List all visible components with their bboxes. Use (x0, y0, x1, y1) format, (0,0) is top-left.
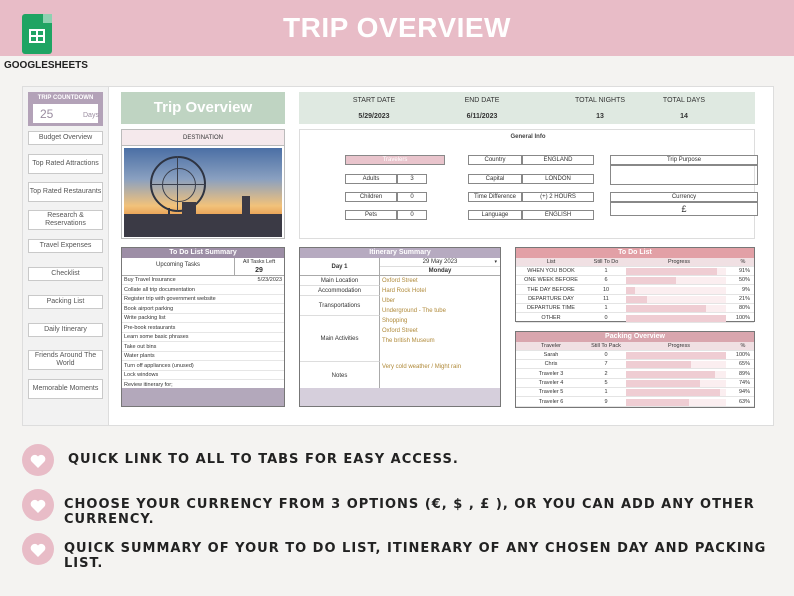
todo-list-progress-panel (515, 247, 755, 322)
time-difference-label: Time Difference (468, 192, 522, 202)
row-still: 9 (604, 398, 608, 405)
google-sheets-logo-icon (22, 14, 52, 54)
upcoming-tasks-label: Upcoming Tasks (156, 262, 200, 268)
progress-row (516, 267, 754, 276)
progress-bar (626, 305, 726, 312)
todo-task-text: Lock windows (124, 372, 159, 378)
progress-fill (626, 277, 676, 284)
main-location-value: Oxford Street (382, 278, 418, 284)
header-banner (0, 0, 794, 56)
progress-fill (626, 315, 726, 322)
countdown-unit: Days (83, 112, 99, 119)
packing-overview-title: Packing Overview (516, 332, 754, 342)
todo-task-row (122, 333, 284, 342)
travelers-header: Travelers (345, 155, 445, 165)
progress-fill (626, 371, 715, 378)
row-still: 1 (604, 268, 608, 274)
todo-task-row (122, 362, 284, 371)
children-value[interactable]: 0 (397, 192, 427, 202)
todo-task-text: Collate all trip documentation (124, 286, 195, 293)
todo-task-row (122, 295, 284, 304)
adults-value[interactable]: 3 (397, 174, 427, 184)
progress-fill (626, 268, 717, 275)
children-label: Children (345, 192, 397, 202)
progress-fill (626, 399, 689, 406)
progress-row (516, 360, 754, 369)
row-name: Traveler 6 (538, 398, 564, 405)
todo-task-text: Turn off appliances (unused) (124, 362, 194, 369)
activity-value-1: Shopping (382, 318, 408, 324)
destination-label: DESTINATION (122, 130, 284, 146)
todo-task-text: Water plants (124, 353, 155, 359)
activities-label: Main Activities (300, 316, 380, 362)
dropdown-arrow-icon: ▾ (494, 259, 497, 265)
row-still: 11 (603, 295, 609, 302)
feature-text-1: QUICK LINK TO ALL TO TABS FOR EASY ACCESS. (68, 452, 459, 467)
row-name: ONE WEEK BEFORE (524, 277, 578, 284)
sidebar-item-daily-itinerary[interactable]: Daily Itinerary (28, 323, 103, 337)
start-date-label: START DATE (352, 97, 396, 104)
row-still: 2 (604, 370, 608, 377)
todo-task-text: Buy Travel Insurance (124, 277, 176, 283)
row-name: Traveler 4 (538, 379, 564, 386)
row-pct: 21% (738, 295, 750, 302)
progress-fill (626, 287, 635, 294)
countdown-title: TRIP COUNTDOWN (37, 95, 94, 101)
start-date-value: 5/29/2023 (358, 113, 390, 120)
feature-text-3: QUICK SUMMARY OF YOUR TO DO LIST, ITINERARY OF ANY CHOSEN DAY AND PACKING LIST. (64, 541, 767, 571)
row-name: DEPARTURE TIME (527, 305, 575, 312)
trip-countdown (28, 92, 103, 126)
feature-3 (22, 533, 782, 571)
row-still: 6 (604, 277, 608, 284)
todo-task-text: Book airport parking (124, 305, 174, 312)
sidebar (23, 87, 109, 425)
total-days-label: TOTAL DAYS (662, 97, 706, 104)
row-pct: 63% (738, 398, 750, 405)
todo-task-row (122, 314, 284, 323)
progress-bar (626, 389, 726, 396)
todo-summary-panel (121, 247, 285, 407)
row-name: OTHER (541, 314, 561, 321)
page-title: TRIP OVERVIEW (283, 12, 511, 43)
todo-list-title: To Do List (516, 248, 754, 258)
tasks-left-label: All Tasks Left (242, 259, 276, 265)
feature-2 (22, 489, 782, 527)
activity-value-2: Oxford Street (382, 328, 418, 334)
row-pct: 91% (738, 268, 750, 274)
general-info-title: General Info (510, 134, 546, 140)
end-date-value: 6/11/2023 (466, 113, 498, 120)
row-name: Sarah (543, 352, 559, 358)
col-list: List (546, 259, 556, 265)
itinerary-title: Itinerary Summary (300, 248, 500, 258)
sidebar-item-research-reservations[interactable]: Research & Reservations (28, 210, 103, 230)
country-value[interactable]: ENGLAND (522, 155, 594, 165)
progress-bar (626, 371, 726, 378)
sidebar-item-budget-overview[interactable]: Budget Overview (28, 131, 103, 145)
sidebar-item-checklist[interactable]: Checklist (28, 267, 103, 281)
transport-label: Transportations (300, 296, 380, 316)
heart-badge (22, 444, 54, 476)
pets-label: Pets (345, 210, 397, 220)
col-pct: % (740, 259, 746, 265)
progress-row (516, 286, 754, 295)
row-name: Traveler 3 (538, 370, 564, 377)
row-pct: 100% (735, 314, 750, 321)
progress-fill (626, 305, 706, 312)
progress-row (516, 295, 754, 304)
col-packing-progress: Progress (667, 343, 690, 349)
progress-bar (626, 287, 726, 294)
activity-value-3: The british Museum (382, 338, 435, 344)
heart-icon (30, 499, 46, 513)
currency-label: Currency (610, 192, 758, 202)
todo-task-row (122, 352, 284, 361)
progress-row (516, 351, 754, 360)
feature-text-2: CHOOSE YOUR CURRENCY FROM 3 OPTIONS (€, $ , £ ), OR YOU CAN ADD ANY OTHER CURRENCY. (64, 497, 755, 527)
sidebar-item-top-rated-attractions[interactable]: Top Rated Attractions (28, 154, 103, 174)
notes-value: Very cold weather / Might rain (382, 364, 462, 370)
trip-dates-panel (299, 92, 755, 124)
itinerary-weekday: Monday (380, 267, 500, 276)
transport-value-2: Underground - The tube (382, 308, 446, 314)
row-pct: 9% (742, 286, 750, 293)
sidebar-item-packing-list[interactable]: Packing List (28, 295, 103, 309)
todo-task-row (122, 371, 284, 380)
sidebar-item-friends-around-the-world[interactable]: Friends Around The World (28, 350, 103, 370)
brand-label: GOOGLESHEETS (4, 60, 88, 71)
progress-bar (626, 399, 726, 406)
total-days-value: 14 (680, 113, 688, 120)
total-nights-value: 13 (596, 113, 604, 120)
progress-row (516, 379, 754, 388)
language-value[interactable]: ENGLISH (522, 210, 594, 220)
progress-fill (626, 296, 647, 303)
row-pct: 50% (738, 277, 750, 284)
progress-row (516, 304, 754, 313)
tasks-left-value: 29 (255, 267, 263, 274)
spreadsheet-view (22, 86, 774, 426)
row-pct: 74% (738, 379, 750, 386)
countdown-value: 25 (40, 107, 54, 121)
col-still-to-pack: Still To Pack (591, 343, 621, 349)
trip-overview-title: Trip Overview (121, 92, 285, 124)
row-still: 1 (604, 305, 608, 312)
row-pct: 94% (738, 389, 750, 396)
progress-bar (626, 352, 726, 359)
heart-icon (30, 543, 46, 557)
capital-label: Capital (468, 174, 522, 184)
progress-row (516, 276, 754, 285)
sidebar-item-top-rated-restaurants[interactable]: Top Rated Restaurants (28, 182, 103, 202)
row-pct: 100% (735, 352, 750, 358)
col-traveler: Traveler (541, 343, 561, 349)
row-name: Traveler 5 (538, 389, 564, 396)
progress-row (516, 398, 754, 407)
row-still: 10 (602, 286, 610, 293)
todo-task-row (122, 343, 284, 352)
row-pct: 89% (738, 370, 750, 377)
capital-value[interactable]: LONDON (522, 174, 594, 184)
todo-task-text: Register trip with government website (124, 296, 216, 302)
notes-label: Notes (300, 362, 380, 390)
row-still: 1 (604, 389, 608, 396)
london-eye-photo (124, 148, 282, 237)
row-name: THE DAY BEFORE (527, 286, 575, 293)
todo-task-row (122, 324, 284, 333)
row-name: Chris (544, 361, 558, 368)
progress-fill (626, 352, 726, 359)
currency-select[interactable]: £ (610, 202, 758, 216)
sidebar-item-memorable-moments[interactable]: Memorable Moments (28, 379, 103, 399)
todo-task-text: Learn some basic phrases (124, 334, 189, 340)
heart-badge (22, 533, 54, 565)
col-packing-pct: % (740, 343, 746, 349)
itinerary-summary-panel (299, 247, 501, 407)
end-date-label: END DATE (464, 97, 500, 104)
todo-summary-title: To Do List Summary (122, 248, 284, 258)
todo-task-row (122, 286, 284, 295)
progress-row (516, 370, 754, 379)
progress-fill (626, 361, 691, 368)
itinerary-date: 29 May 2023 (422, 259, 458, 265)
progress-bar (626, 296, 726, 303)
accommodation-value: Hard Rock Hotel (382, 288, 427, 294)
row-pct: 65% (738, 361, 750, 368)
general-info-panel (299, 129, 755, 239)
language-label: Language (468, 210, 522, 220)
main-location-label: Main Location (300, 276, 380, 286)
day-select[interactable] (380, 258, 500, 267)
progress-bar (626, 380, 726, 387)
row-pct: 80% (738, 305, 750, 312)
progress-row (516, 314, 754, 323)
todo-task-text: Take out bins (124, 343, 157, 350)
feature-1 (22, 444, 782, 478)
todo-task-text: Pre-book restaurants (124, 324, 176, 331)
row-still: 7 (604, 361, 608, 368)
transport-value-1: Uber (382, 298, 396, 304)
trip-purpose-field[interactable] (610, 165, 758, 185)
heart-badge (22, 489, 54, 521)
destination-card (121, 129, 285, 239)
accommodation-label: Accommodation (300, 286, 380, 296)
row-still: 5 (604, 379, 608, 386)
packing-overview-panel (515, 331, 755, 408)
progress-bar (626, 361, 726, 368)
row-still: 0 (604, 314, 608, 321)
progress-fill (626, 380, 700, 387)
todo-task-text: Review itinerary for; (124, 381, 173, 388)
sidebar-item-travel-expenses[interactable]: Travel Expenses (28, 239, 103, 253)
todo-task-row (122, 276, 284, 285)
progress-fill (626, 389, 720, 396)
progress-bar (626, 277, 726, 284)
total-nights-label: TOTAL NIGHTS (574, 97, 626, 104)
day-label: Day 1 (300, 258, 380, 276)
pets-value[interactable]: 0 (397, 210, 427, 220)
progress-bar (626, 268, 726, 275)
country-label: Country (468, 155, 522, 165)
trip-purpose-label: Trip Purpose (610, 155, 758, 165)
heart-icon (30, 454, 46, 468)
row-name: DEPARTURE DAY (528, 295, 574, 302)
adults-label: Adults (345, 174, 397, 184)
time-difference-value[interactable]: (+) 2 HOURS (522, 192, 594, 202)
progress-row (516, 388, 754, 397)
progress-bar (626, 315, 726, 322)
row-still: 0 (604, 352, 608, 358)
todo-task-text: Write packing list (124, 315, 166, 321)
todo-task-row (122, 305, 284, 314)
todo-task-date: 5/23/2023 (257, 277, 282, 283)
row-name: WHEN YOU BOOK (527, 268, 575, 274)
col-progress: Progress (667, 259, 690, 265)
col-still-to-do: Still To Do (593, 259, 619, 265)
